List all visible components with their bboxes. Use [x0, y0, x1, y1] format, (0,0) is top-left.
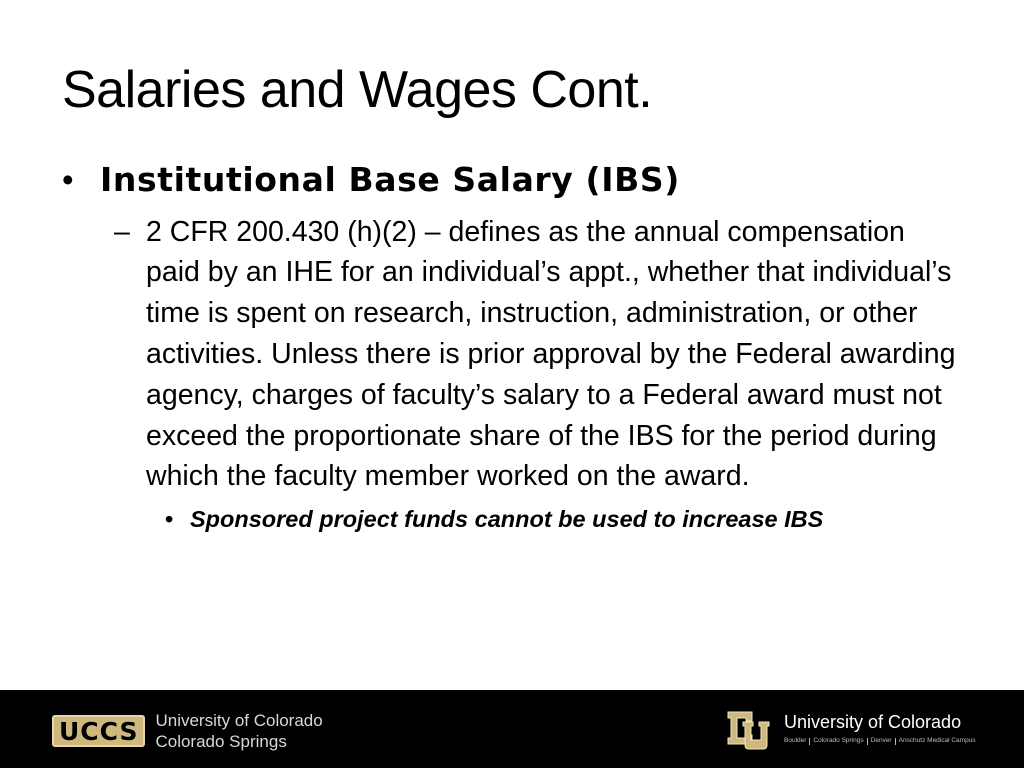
- bullet-level-2: [114, 212, 956, 498]
- cu-name: University of Colorado: [784, 712, 962, 732]
- footer-bar: [0, 690, 1024, 768]
- uccs-branding: [52, 710, 323, 752]
- bullet-text: Sponsored project funds cannot be used to increase IBS: [190, 506, 824, 533]
- uccs-line-2: Colorado Springs: [155, 732, 287, 751]
- cu-wordmark: [784, 711, 976, 745]
- slide-content: [62, 160, 982, 533]
- bullet-marker: •: [62, 161, 75, 198]
- uccs-line-1: University of Colorado: [155, 711, 323, 730]
- bullet-marker: •: [165, 506, 174, 533]
- uccs-logo: UCCS: [52, 715, 145, 747]
- cu-branding: [724, 704, 976, 752]
- bullet-level-3: [165, 505, 982, 533]
- bullet-text: 2 CFR 200.430 (h)(2) – defines as the annual compensation paid by an IHE for an individual’s appt., whether that individual’s time is spent on research, instruction, administration, or other activities. Unless there is prior approval by the Federal awarding agency, charges of faculty’s salary to a Federal award must not exceed the proportionate share of the IBS for the period during which the faculty member worked on the award.: [146, 215, 956, 493]
- campus-item: Denver: [870, 737, 892, 744]
- campus-separator: [809, 738, 810, 745]
- campus-separator: [867, 738, 868, 745]
- cu-monogram-icon: [724, 704, 772, 752]
- bullet-level-1: [62, 160, 982, 200]
- campus-item: Colorado Springs: [813, 737, 864, 744]
- uccs-wordmark: [155, 710, 322, 752]
- campus-list: [784, 737, 976, 745]
- campus-item: Anschutz Medical Campus: [898, 737, 976, 744]
- campus-item: Boulder: [784, 737, 807, 744]
- slide-title: Salaries and Wages Cont.: [62, 61, 653, 119]
- campus-separator: [895, 738, 896, 745]
- dash-marker: –: [114, 215, 130, 248]
- bullet-text: Institutional Base Salary (IBS): [100, 160, 680, 199]
